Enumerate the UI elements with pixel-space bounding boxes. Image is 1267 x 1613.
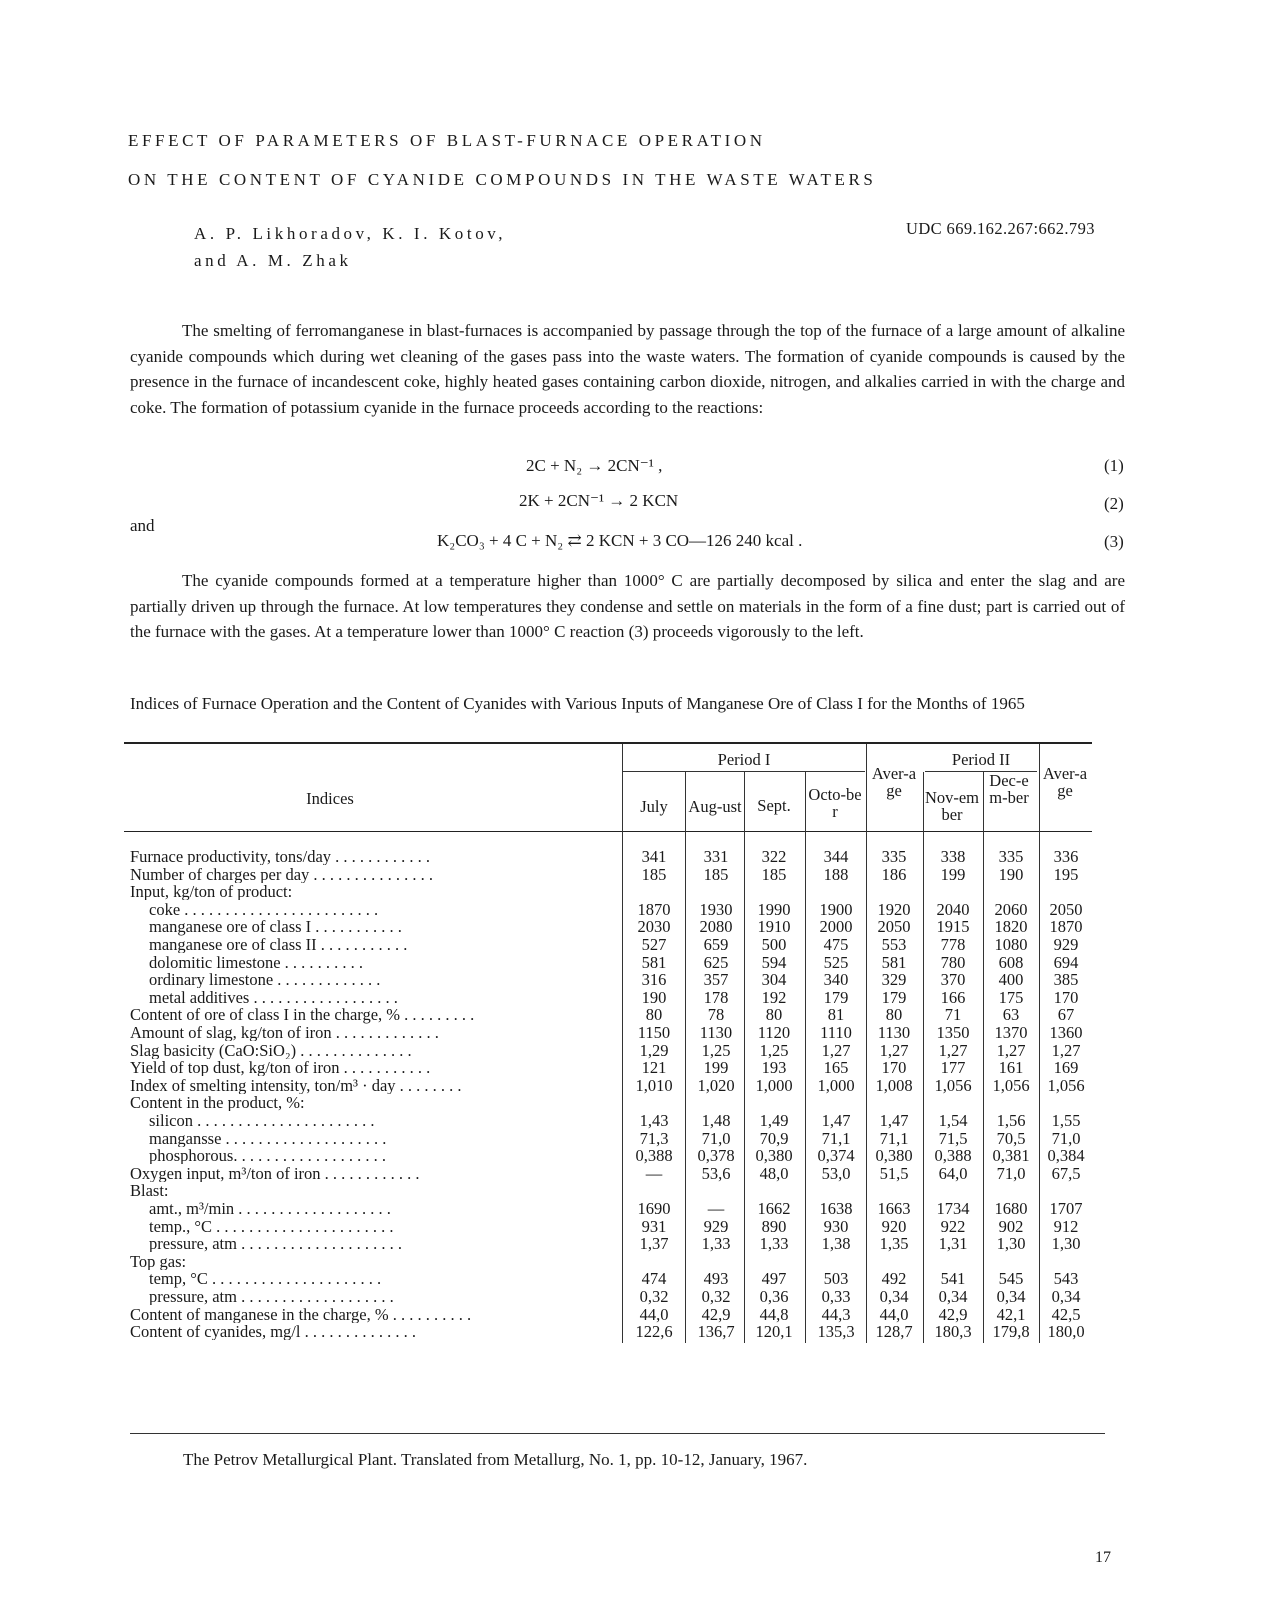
table-cell: 70,5: [996, 1128, 1026, 1148]
table-cell: 1,54: [938, 1111, 968, 1130]
table-cell: 1870: [1049, 917, 1083, 937]
footnote-rule: [130, 1433, 1105, 1434]
table-cell: 190: [641, 987, 667, 1007]
table-row-label: pressure, atm . . . . . . . . . . . . . . . . . . . .: [149, 1235, 402, 1253]
table-cell: 1910: [757, 917, 791, 937]
table-cell: 120,1: [755, 1322, 793, 1342]
header-period-1: Period I: [717, 750, 771, 769]
equation-3-number: (3): [1104, 532, 1124, 551]
table-cell: 1,55: [1051, 1111, 1081, 1130]
table-row-label: manganese ore of class II . . . . . . . . . . .: [149, 936, 408, 954]
table-cell: 44,0: [639, 1304, 669, 1324]
table-group-label: Top gas:: [130, 1252, 187, 1270]
table-cell: 1,56: [996, 1111, 1026, 1130]
table-cell: 190: [998, 864, 1024, 884]
table-cell: 1,25: [701, 1040, 731, 1060]
table-cell: 0,374: [817, 1146, 855, 1166]
table-cell: 81: [827, 1005, 845, 1025]
table-cell: 185: [641, 864, 667, 884]
table-cell: 2030: [637, 917, 671, 937]
table-cell: 71: [944, 1005, 962, 1025]
table-cell: 188: [823, 864, 849, 884]
table-cell: 170: [1053, 987, 1079, 1007]
table-row-label: Content of ore of class I in the charge, % . . . . . . . . .: [130, 1006, 475, 1024]
table-cell: 553: [881, 935, 907, 954]
table-cell: 42,9: [701, 1304, 731, 1324]
table-cell: 922: [940, 1216, 966, 1236]
table-cell: 594: [761, 952, 787, 972]
table-cell: 44,8: [759, 1304, 789, 1324]
table-cell: 42,1: [996, 1304, 1026, 1324]
table-caption: Indices of Furnace Operation and the Content of Cyanides with Various Inputs of Manganese Ore of Class I for the Months of 1965: [130, 694, 1025, 713]
table-group-label: Input, kg/ton of product:: [130, 883, 293, 901]
table-cell: 0,32: [639, 1287, 669, 1306]
table-cell: 0,32: [701, 1287, 731, 1306]
table-cell: 64,0: [938, 1163, 968, 1183]
table-row-label: temp., °C . . . . . . . . . . . . . . . . . . . . . .: [149, 1217, 394, 1235]
body-paragraph-2: The cyanide compounds formed at a temperature higher than 1000° C are partially decomposed by silica and enter the slag and are partially driven up through the furnace. At low temperatures they condense and settle on materials in the form of a fine dust; part is carried out of the furnace with the gases. At a temperature lower than 1000° C reaction (3) proceeds vigorously to the left.: [130, 571, 1125, 641]
table-cell: 170: [881, 1058, 907, 1078]
table-cell: 180,3: [934, 1322, 972, 1342]
table-row-label: Slag basicity (CaO:SiO₂) . . . . . . . . . . . . . .: [130, 1041, 412, 1059]
table-cell: 1,008: [875, 1075, 913, 1095]
header-august-text: Aug-ust: [688, 797, 742, 816]
table-cell: 492: [881, 1269, 907, 1289]
table-column-separator: [622, 744, 623, 1343]
table-cell: 370: [940, 970, 966, 990]
table-cell: 135,3: [817, 1322, 855, 1342]
table-cell: 1,30: [1051, 1234, 1081, 1254]
table-cell: 1,30: [996, 1234, 1026, 1254]
table-cell: 1,27: [821, 1040, 851, 1060]
table-cell: 1,49: [759, 1111, 789, 1130]
table-cell: 541: [940, 1269, 966, 1289]
table-cell: 659: [703, 935, 729, 954]
table-cell: 71,1: [879, 1128, 909, 1148]
table-cell: 1,33: [759, 1234, 789, 1254]
table-row-label: Yield of top dust, kg/ton of iron . . . . . . . . . . .: [130, 1059, 431, 1077]
table-cell: 1,056: [1047, 1075, 1085, 1095]
table-cell: 122,6: [635, 1322, 673, 1342]
table-cell: 48,0: [759, 1163, 789, 1183]
table-cell: 136,7: [697, 1322, 735, 1342]
table-row-label: Content of manganese in the charge, % . . . . . . . . . .: [130, 1305, 472, 1323]
table-cell: 1915: [936, 917, 970, 937]
table-cell: 1820: [994, 917, 1028, 937]
table-cell: 1870: [637, 899, 671, 919]
header-october-text: Octo-ber: [808, 785, 862, 821]
header-period-2: Period II: [951, 750, 1011, 769]
table-cell: 1130: [699, 1023, 733, 1042]
table-cell: 0,34: [996, 1287, 1026, 1306]
table-cell: 1080: [994, 935, 1028, 954]
table-cell: 341: [641, 847, 667, 866]
table-cell: 199: [940, 864, 966, 884]
table-cell: 80: [885, 1005, 903, 1025]
table-cell: 44,3: [821, 1304, 851, 1324]
equation-3: K₂CO₃ + 4 C + N₂ ⇄ 2 KCN + 3 CO—126 240 kcal .: [437, 531, 803, 550]
table-cell: 890: [761, 1216, 787, 1236]
table-cell: 0,378: [697, 1146, 735, 1166]
authors: [194, 220, 506, 274]
article-title-line-2: ON THE CONTENT OF CYANIDE COMPOUNDS IN THE WASTE WATERS: [128, 170, 877, 189]
table-cell: 1900: [819, 899, 853, 919]
table-cell: 1,38: [821, 1234, 851, 1254]
table-cell: 1,000: [755, 1075, 793, 1095]
header-sept: Sept.: [757, 796, 791, 815]
table-cell: 1,010: [635, 1075, 673, 1095]
table-cell: 581: [641, 952, 667, 972]
table-cell: 53,0: [821, 1163, 851, 1183]
table-cell: 2060: [994, 899, 1028, 919]
table-cell: 1370: [994, 1023, 1028, 1042]
table-cell: 1990: [757, 899, 791, 919]
header-november-text: Nov-ember: [924, 788, 980, 824]
table-cell: 304: [761, 970, 787, 990]
table-cell: 70,9: [759, 1128, 789, 1148]
table-header-rule: [124, 831, 1092, 832]
table-cell: 0,388: [635, 1146, 673, 1166]
table-cell: 1,27: [879, 1040, 909, 1060]
table-cell: 71,0: [701, 1128, 731, 1148]
header-average-1: [868, 765, 920, 799]
table-cell: 166: [940, 987, 966, 1007]
table-cell: 1,35: [879, 1234, 909, 1254]
body-paragraph-1: The smelting of ferromanganese in blast-furnaces is accompanied by passage through the top of the furnace of a large amount of alkaline cyanide compounds which during wet cleaning of the gases pass into the waste waters. The formation of cyanide compounds is caused by the presence in the furnace of incandescent coke, highly heated gases containing carbon dioxide, nitrogen, and alkalies carried in with the charge and coke. The formation of potassium cyanide in the furnace proceeds according to the reactions:: [130, 321, 1125, 417]
table-cell: 331: [703, 847, 729, 866]
table-row-label: phosphorous. . . . . . . . . . . . . . . . . . .: [149, 1147, 386, 1165]
table-cell: 42,9: [938, 1304, 968, 1324]
table-row-label: pressure, atm . . . . . . . . . . . . . . . . . . .: [149, 1288, 394, 1306]
table-column-separator: [805, 772, 806, 1343]
table-cell: 1734: [936, 1199, 970, 1218]
table-cell: 2050: [1049, 899, 1083, 919]
table-cell: —: [707, 1199, 725, 1218]
table-cell: 1,47: [879, 1111, 909, 1130]
header-december: [984, 772, 1034, 806]
table-row-label: dolomitic limestone . . . . . . . . . .: [149, 953, 364, 971]
table-cell: 1,27: [938, 1040, 968, 1060]
table-group-label: Content in the product, %:: [130, 1094, 305, 1112]
table-cell: 625: [703, 952, 729, 972]
table-cell: 78: [707, 1005, 725, 1025]
table-cell: 920: [881, 1216, 907, 1236]
table-cell: 1,27: [1051, 1040, 1081, 1060]
table-cell: 929: [1053, 935, 1079, 954]
authors-line-1: A. P. Likhoradov, K. I. Kotov,: [194, 224, 507, 243]
header-average-2: [1040, 765, 1090, 799]
table-cell: 1360: [1049, 1023, 1083, 1042]
and-word: and: [130, 516, 155, 535]
table-cell: 80: [765, 1005, 783, 1025]
table-cell: 67,5: [1051, 1163, 1081, 1183]
table-cell: 44,0: [879, 1304, 909, 1324]
table-cell: 2040: [936, 899, 970, 919]
table-cell: 1930: [699, 899, 733, 919]
table-cell: 0,381: [992, 1146, 1030, 1166]
table-cell: 1,37: [639, 1234, 669, 1254]
table-cell: 930: [823, 1216, 849, 1236]
table-cell: 192: [761, 987, 787, 1007]
table-cell: 179,8: [992, 1322, 1030, 1342]
table-cell: 357: [703, 970, 729, 990]
table-cell: 912: [1053, 1216, 1079, 1236]
table-row-label: Index of smelting intensity, ton/m³ · day . . . . . . . .: [130, 1076, 462, 1094]
table-cell: 71,3: [639, 1128, 669, 1148]
table-cell: 0,384: [1047, 1146, 1085, 1166]
table-cell: 1707: [1049, 1199, 1083, 1218]
table-cell: 581: [881, 952, 907, 972]
table-cell: 497: [761, 1269, 787, 1289]
table-cell: 694: [1053, 952, 1079, 972]
table-cell: 121: [641, 1058, 667, 1078]
table-cell: 1,29: [639, 1040, 669, 1060]
table-cell: 902: [998, 1216, 1024, 1236]
header-average-1-text: Aver-age: [871, 764, 917, 800]
table-cell: 335: [881, 847, 907, 866]
header-august: [687, 798, 743, 815]
table-group-label: Blast:: [130, 1182, 169, 1200]
table-cell: 0,380: [755, 1146, 793, 1166]
page-number: 17: [1095, 1549, 1111, 1566]
table-cell: 475: [823, 935, 849, 954]
table-cell: 0,34: [938, 1287, 968, 1306]
table-cell: 1,020: [697, 1075, 735, 1095]
table-cell: 780: [940, 952, 966, 972]
table-cell: 344: [823, 847, 849, 866]
table-cell: 180,0: [1047, 1322, 1085, 1342]
table-cell: 0,388: [934, 1146, 972, 1166]
table-row-label: mangansse . . . . . . . . . . . . . . . . . . . .: [149, 1129, 387, 1147]
table-cell: 503: [823, 1269, 849, 1289]
table-cell: 1,31: [938, 1234, 968, 1254]
table-cell: 0,34: [1051, 1287, 1081, 1306]
table-cell: 67: [1057, 1005, 1075, 1025]
equation-2-number: (2): [1104, 494, 1124, 513]
table-cell: 340: [823, 970, 849, 990]
table-cell: 500: [761, 935, 787, 954]
table-cell: 1680: [994, 1199, 1028, 1218]
table-row-label: temp, °C . . . . . . . . . . . . . . . . . . . . .: [149, 1270, 382, 1288]
table-cell: 493: [703, 1269, 729, 1289]
table-cell: 195: [1053, 864, 1079, 884]
table-cell: 0,36: [759, 1287, 789, 1306]
table-cell: 1,25: [759, 1040, 789, 1060]
table-cell: 316: [641, 970, 667, 990]
article-title-line-1: EFFECT OF PARAMETERS OF BLAST-FURNACE OPERATION: [128, 131, 766, 150]
equation-1-number: (1): [1104, 456, 1124, 475]
table-cell: 177: [940, 1058, 966, 1078]
table-cell: 2080: [699, 917, 733, 937]
table-cell: 63: [1002, 1005, 1020, 1025]
table-cell: 1150: [637, 1023, 671, 1042]
table-cell: 71,5: [938, 1128, 968, 1148]
table-cell: 199: [703, 1058, 729, 1078]
equation-1: 2C + N₂ → 2CN⁻¹ ,: [526, 456, 663, 475]
table-cell: 1,48: [701, 1111, 731, 1130]
table-row-label: Amount of slag, kg/ton of iron . . . . . . . . . . . . .: [130, 1024, 439, 1042]
table-row-label: ordinary limestone . . . . . . . . . . . . .: [149, 971, 381, 989]
table-cell: 128,7: [875, 1322, 913, 1342]
table-row-label: Content of cyanides, mg/l . . . . . . . . . . . . . .: [130, 1323, 416, 1341]
table-cell: 400: [998, 970, 1024, 990]
table-cell: 179: [881, 987, 907, 1007]
table-cell: 929: [703, 1216, 729, 1236]
table-cell: 1130: [877, 1023, 911, 1042]
header-indices: Indices: [306, 789, 354, 808]
table-row-label: silicon . . . . . . . . . . . . . . . . . . . . . .: [149, 1112, 375, 1130]
table-cell: 385: [1053, 970, 1079, 990]
udc-code: UDC 669.162.267:662.793: [906, 219, 1095, 238]
table-column-separator: [685, 772, 686, 1343]
table-cell: 1,000: [817, 1075, 855, 1095]
table-cell: 51,5: [879, 1163, 909, 1183]
table-cell: 1920: [877, 899, 911, 919]
table-cell: 608: [998, 952, 1024, 972]
table-cell: 931: [641, 1216, 667, 1236]
table-cell: 525: [823, 952, 849, 972]
table-cell: 161: [998, 1058, 1024, 1078]
table-cell: 2050: [877, 917, 911, 937]
table-cell: 778: [940, 935, 966, 954]
table-cell: 80: [645, 1005, 663, 1025]
table-cell: 186: [881, 864, 907, 884]
table-row-label: Oxygen input, m³/ton of iron . . . . . . . . . . . .: [130, 1164, 420, 1182]
header-october: [806, 786, 864, 820]
table-cell: 71,0: [996, 1163, 1026, 1183]
table-cell: 53,6: [701, 1163, 731, 1183]
equation-2: 2K + 2CN⁻¹ → 2 KCN: [519, 491, 679, 510]
header-july: July: [640, 797, 668, 816]
table-cell: 545: [998, 1269, 1024, 1289]
table-column-separator: [866, 744, 867, 1343]
table-cell: 185: [761, 864, 787, 884]
table-cell: 178: [703, 987, 729, 1007]
table-cell: 1,43: [639, 1111, 669, 1130]
table-column-separator: [744, 772, 745, 1343]
table-cell: 1350: [936, 1023, 970, 1042]
header-november: [922, 789, 982, 823]
table-cell: 0,34: [879, 1287, 909, 1306]
table-row-label: Furnace productivity, tons/day . . . . . . . . . . . .: [130, 848, 431, 866]
header-december-text: Dec-em-ber: [989, 771, 1029, 807]
table-cell: 1,33: [701, 1234, 731, 1254]
table-cell: 2000: [819, 917, 853, 937]
footnote: The Petrov Metallurgical Plant. Translated from Metallurg, No. 1, pp. 10-12, January, 1967.: [183, 1450, 808, 1469]
table-row-label: amt., m³/min . . . . . . . . . . . . . . . . . . .: [149, 1200, 391, 1218]
table-cell: —: [645, 1163, 663, 1183]
table-cell: 1690: [637, 1199, 671, 1218]
table-cell: 169: [1053, 1058, 1079, 1078]
table-row-label: manganese ore of class I . . . . . . . . . . .: [149, 918, 402, 936]
table-cell: 71,1: [821, 1128, 851, 1148]
table-cell: 179: [823, 987, 849, 1007]
table-cell: 1120: [757, 1023, 791, 1042]
table-top-rule: [124, 742, 1092, 744]
table-cell: 1,47: [821, 1111, 851, 1130]
table-cell: 527: [641, 935, 667, 954]
table-cell: 474: [641, 1269, 667, 1289]
table-cell: 1,056: [934, 1075, 972, 1095]
table-cell: 175: [998, 987, 1024, 1007]
table-cell: 1110: [820, 1023, 852, 1042]
table-cell: 322: [761, 847, 787, 866]
table-cell: 1,056: [992, 1075, 1030, 1095]
table-cell: 0,380: [875, 1146, 913, 1166]
table-cell: 165: [823, 1058, 849, 1078]
table-cell: 1638: [819, 1199, 853, 1218]
table-row-label: metal additives . . . . . . . . . . . . . . . . . .: [149, 988, 398, 1006]
table-cell: 42,5: [1051, 1304, 1081, 1324]
table-row-label: coke . . . . . . . . . . . . . . . . . . . . . . . .: [149, 900, 379, 918]
table-cell: 1663: [877, 1199, 911, 1218]
table-cell: 336: [1053, 847, 1079, 866]
table-cell: 1662: [757, 1199, 791, 1218]
table-cell: 71,0: [1051, 1128, 1081, 1148]
table-cell: 335: [998, 847, 1024, 866]
table-cell: 338: [940, 847, 966, 866]
table-cell: 1,27: [996, 1040, 1026, 1060]
table-cell: 185: [703, 864, 729, 884]
header-average-2-text: Aver-age: [1042, 764, 1088, 800]
table-cell: 543: [1053, 1269, 1079, 1289]
table-row-label: Number of charges per day . . . . . . . . . . . . . . .: [130, 865, 434, 883]
authors-line-2: and A. M. Zhak: [194, 251, 352, 270]
table-cell: 329: [881, 970, 907, 990]
table-cell: 193: [761, 1058, 787, 1078]
table-cell: 0,33: [821, 1287, 851, 1306]
